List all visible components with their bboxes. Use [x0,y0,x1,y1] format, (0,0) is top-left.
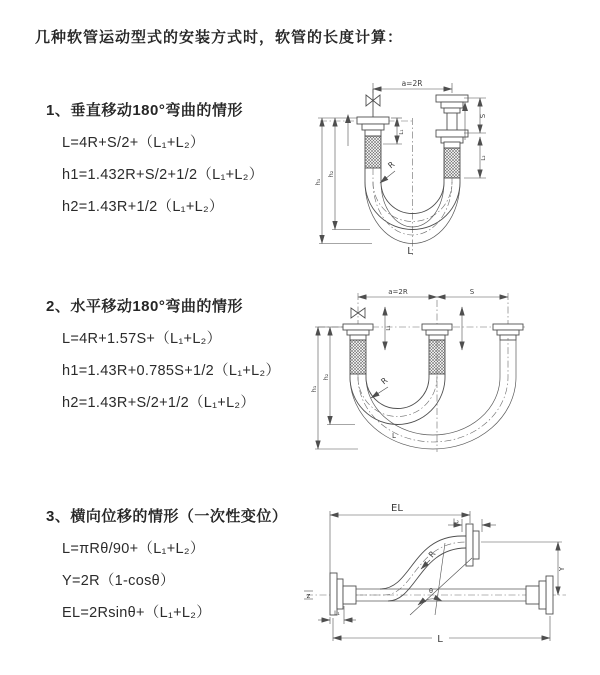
dim-l-label: L [407,246,413,257]
dim-h2 [318,118,370,230]
dim-a2r-label: a=2R [401,79,423,88]
section-horizontal-movement [46,297,316,413]
dim-h1-label: h₁ [310,385,318,393]
dim-l-label: L [392,432,396,440]
left-flange [330,573,356,615]
formula-L: L=πRθ/90+（L₁+L₂） [62,541,205,557]
dim-h1-label: h₁ [314,178,322,186]
dim-h2-label: h₂ [322,373,330,381]
left-flange [343,324,373,340]
diagram-lateral-displacement [300,498,600,663]
diagram-vertical-180-bend [312,70,574,260]
right-flange-bottom [436,130,468,148]
centerlines [318,293,525,452]
dim-r-label: R [386,159,397,171]
dim-l2 [464,137,487,178]
right-flange [526,576,553,614]
dim-a2r [373,79,452,93]
dim-l1-label: L₁ [334,610,340,617]
dim-a2r [358,288,437,297]
formula-h2: h2=1.43R+1/2（L₁+L₂） [62,199,224,215]
section-lateral-displacement [46,507,316,623]
left-flange [357,117,389,136]
s-curve-hose [356,536,466,601]
formula-L: L=4R+1.57S+（L₁+L₂） [62,331,222,347]
dim-h1 [314,118,372,244]
dim-l1-label: L₁ [399,129,405,135]
dim-l1 [385,307,392,350]
section-3-heading: 3、横向位移的情形（一次性变位） [46,508,288,525]
center-flange [422,324,452,340]
dim-radius [380,160,397,183]
left-hose-braid [365,136,381,168]
angle-construction [410,543,472,615]
page-title: 几种软管运动型式的安装方式时，软管的长度计算： [35,29,404,46]
dim-r-label: R [379,375,390,387]
dim-y-label: Y [558,566,566,572]
dim-a2r-label: a=2R [388,288,408,296]
dim-l2-label: L₂ [453,518,459,525]
dim-h2 [315,327,355,425]
right-flange [493,324,523,340]
formula-h1: h1=1.432R+S/2+1/2（L₁+L₂） [62,167,264,183]
dim-el-label: EL [391,503,403,514]
diagram-horizontal-180-bend [310,282,578,460]
center-hose-braid [429,340,445,374]
dim-s-label: S [479,113,487,119]
angle-theta-label: θ [429,587,433,595]
dim-radius [371,376,390,398]
dim-h2-label: h₂ [327,170,335,178]
section-vertical-movement [46,101,316,217]
lateral-displacement-drawing [300,498,600,663]
right-hose-braid [444,148,460,178]
formula-h1: h1=1.43R+0.785S+1/2（L₁+L₂） [62,363,281,379]
axis-break-mark [304,591,313,600]
vertical-bend-drawing [312,70,574,260]
dim-el [330,503,470,573]
dim-l [333,616,550,645]
right-pipe [447,113,457,130]
formula-L: L=4R+S/2+（L₁+L₂） [62,135,205,151]
formula-h2: h2=1.43R+S/2+1/2（L₁+L₂） [62,395,256,411]
dim-l-label: L [437,634,443,645]
valve-icon [366,89,380,117]
section-1-heading: 1、垂直移动180°弯曲的情形 [46,102,243,119]
section-2-heading: 2、水平移动180°弯曲的情形 [46,298,243,315]
formula-EL: EL=2Rsinθ+（L₁+L₂） [62,605,212,621]
upper-flange [466,524,479,566]
dim-r-label: R [426,549,438,560]
dim-s [437,288,508,297]
dim-s-label: S [469,288,475,296]
movement-arrow-left [345,114,351,146]
axis-break-label: z [306,592,311,600]
dim-s [464,98,487,133]
horizontal-bend-drawing [310,282,578,460]
dim-l2-label: L₂ [481,155,487,161]
formula-Y: Y=2R（1-cosθ） [62,573,175,589]
left-hose-braid [350,340,366,374]
dim-l1-label: L₁ [386,325,392,331]
